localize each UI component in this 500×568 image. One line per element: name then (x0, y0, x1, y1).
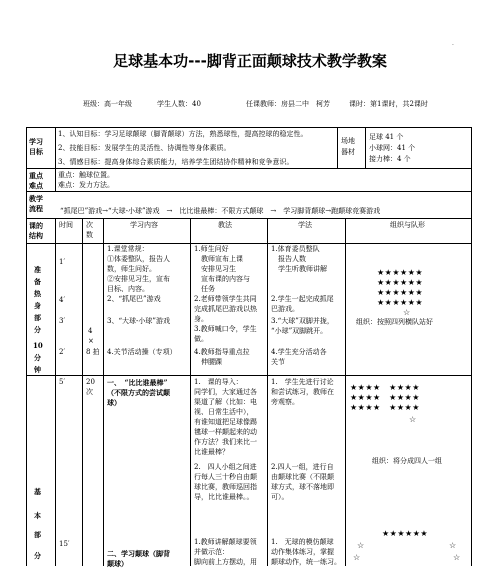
prep-content-5: 2、“抓尾巴”游戏 (107, 295, 161, 303)
prep-time-3: 3′ (59, 317, 66, 325)
corner-mark: · (452, 42, 454, 49)
main-label-c2: 部 (34, 530, 41, 539)
prep-teach-11: 伸腰踝 (194, 358, 222, 366)
prep-learn-2: 学生听教师讲解 (271, 265, 327, 273)
goal-emotion: 3、情感目标：提高身体综合素质能力，培养学生团结协作精神和竞争意识。 (58, 158, 294, 166)
header-org: 组织与队形 (390, 221, 425, 229)
main-learn-1-11: 可）。 (271, 493, 289, 501)
formation-semicircle: ★★★★★★ (382, 529, 429, 538)
main-content-1-0: 一、 “比比谁最棒” (107, 378, 168, 387)
flow-label-1: 教学 (29, 194, 43, 203)
meta-teacher: 任课教师：房县二中 柯芳 (246, 100, 330, 108)
difficulty-point: 难点：发力方法。 (58, 181, 114, 189)
main-label-c3: 分 (34, 551, 41, 560)
prep-time-4: 2′ (59, 348, 66, 356)
prep-time-1: 1′ (59, 258, 66, 266)
prep-time-2: 4′ (59, 296, 66, 304)
header-content: 学习内容 (130, 221, 158, 229)
prep-content-4: 目标、内容。 (107, 285, 149, 293)
header-time: 时间 (59, 221, 73, 229)
prep-learn-11: 关节 (271, 358, 285, 366)
main-learn-1-9: 由颠球比赛（不限颠 (271, 473, 334, 481)
lesson-table (26, 127, 472, 566)
prep-learn-7: 3.“大球”双脚并拢， (271, 317, 334, 325)
venue-label-1: 场地 (341, 137, 355, 145)
student-mark-right-2: ☆ (453, 553, 461, 562)
header-count-2: 数 (86, 231, 93, 239)
prep-content-7: 3、“大球-小球”游戏 (107, 317, 170, 325)
key-point: 重点：触球位置。 (58, 171, 114, 179)
prep-teach-0: 1.师生问好 (194, 245, 229, 253)
main-learn-1-10: 球方式，球不落地即 (271, 483, 334, 491)
main-teach-1-2: 渠道了解（比如：电 (194, 398, 257, 406)
main-learn-1-1: 和尝试练习，教师在 (271, 388, 334, 396)
main-learn-2-0: 1. 无球的模仿颠球 (271, 538, 334, 546)
main-teach-1-0: 1. 课的导入： (194, 378, 243, 386)
main-learn-1-2: 旁观察。 (271, 398, 299, 406)
prep-label-c0: 准 (34, 265, 41, 274)
main-org-caption-1: 组织：将分成四人一组 (372, 457, 442, 465)
prep-learn-10: 4.学生充分活动各 (271, 348, 327, 356)
prep-label-c2: 热 (34, 289, 41, 298)
header-count-1: 次 (86, 221, 93, 229)
main-time-2: 15′ (59, 540, 70, 548)
main-teach-1-5: 毽球一样颠起来的动 (194, 428, 257, 436)
main-teach-1-10: 球比赛，教师巡回指 (194, 483, 257, 491)
header-teach: 教法 (218, 221, 232, 229)
main-content-1-2: 球） (107, 398, 121, 407)
venue-item-baton: 接力棒：4 个 (369, 155, 411, 163)
prep-count-2: × (88, 337, 94, 345)
main-count-2: 次 (86, 388, 93, 396)
prep-org-caption: 组织：按照四列横队站好 (356, 318, 433, 326)
formation-four-rows: ★★★★★★ ★★★★★★ ★★★★★★ ★★★★★★ (377, 268, 424, 307)
teacher-position-mark-2: ☆ (409, 415, 417, 424)
prep-content-10: 4.关节活动操（专项） (107, 348, 177, 356)
venue-item-ball: 足球 41 个 (369, 133, 404, 141)
goal-skill: 2、技能目标：发展学生的灵活性、协调性等身体素质。 (58, 144, 231, 152)
main-teach-1-1: 同学们，大家通过各 (194, 388, 257, 396)
prep-label-c3: 身 (34, 301, 41, 310)
main-teach-1-8: 2. 四人小组之间进 (194, 463, 257, 471)
prep-learn-8: “小球”双脚跳开。 (271, 327, 328, 335)
prep-learn-5: 2.学生一起完成抓尾 (271, 295, 334, 303)
main-teach-1-7: 比谁最棒？ (194, 448, 229, 456)
student-mark-right-1: ☆ (449, 541, 457, 550)
main-content-1-1: （不限方式的尝试颠 (107, 388, 170, 397)
header-structure-2: 结构 (29, 231, 43, 240)
meta-grade: 班级：高一年级 (83, 100, 132, 108)
main-teach-2-0: 1.教师讲解颠球要领 (194, 538, 257, 546)
goals-label-2: 目标 (29, 147, 43, 156)
prep-label-c1: 备 (34, 277, 41, 286)
main-content-2-0: 二、学习颠球（脚背 (107, 549, 170, 558)
main-time-1: 5′ (59, 378, 66, 386)
main-label-c0: 基 (34, 487, 41, 496)
prep-content-3: ②安排见习生，宣布 (107, 275, 170, 283)
prep-learn-6: 巴游戏。 (271, 305, 299, 313)
main-content-2-1: 颠球） (107, 559, 128, 568)
key-label-2: 难点 (29, 181, 43, 190)
main-learn-1-0: 1. 学生先进行讨论 (271, 378, 334, 386)
main-teach-1-4: 有谁知道把足球像踢 (194, 418, 257, 426)
page-title: 足球基本功---脚背正面颠球技术教学教案 (113, 52, 387, 70)
main-learn-2-1: 动作集体练习，掌握 (271, 548, 334, 556)
prep-teach-5: 2.老师带领学生共同 (194, 295, 257, 303)
venue-label-2: 器材 (341, 148, 355, 156)
prep-teach-8: 3.教师喊口令，学生 (194, 325, 257, 333)
prep-count-1: 4 (88, 327, 93, 335)
goal-cognitive: 1、认知目标：学习足球颠球（脚背颠球）方法，熟悉球性，提高控球的稳定性。 (58, 130, 308, 138)
prep-teach-9: 做。 (194, 335, 208, 343)
student-mark-left-2: ☆ (353, 553, 361, 562)
main-teach-1-9: 行每人三十秒自由颠 (194, 473, 257, 481)
header-structure-1: 课的 (29, 221, 43, 230)
main-teach-1-11: 导，比比谁最棒。。 (194, 493, 254, 501)
goals-label-1: 学习 (29, 137, 43, 146)
prep-label-c5: 分 (34, 325, 41, 334)
main-label-c1: 本 (34, 511, 41, 520)
prep-label-c7: 10 (33, 341, 43, 350)
teacher-position-mark: ☆ (403, 308, 411, 317)
prep-label-c9: 钟 (34, 365, 41, 374)
prep-teach-2: 安排见习生 (194, 265, 236, 273)
main-teach-1-3: 视、日常生活中）， (194, 408, 254, 416)
prep-teach-4: 任务 (194, 285, 215, 293)
prep-content-2: 数，师生问好。 (107, 265, 156, 273)
header-learn: 学法 (298, 221, 312, 229)
main-learn-1-8: 2.四人一组，进行自 (271, 463, 334, 471)
main-teach-2-1: 并做示范： (194, 548, 229, 556)
meta-students: 学生人数：40 (157, 100, 201, 108)
student-mark-left-1: ☆ (357, 541, 365, 550)
formation-groups-of-four: ★★★★ ★★★★ ★★★★ ★★★★ ★★★★ ★★★★ (350, 383, 420, 412)
prep-label-c4: 部 (34, 313, 41, 322)
main-teach-1-6: 作方法？我们来比一 (194, 438, 257, 446)
prep-teach-10: 4.教师指导重点拉 (194, 348, 250, 356)
main-teach-2-2: 脚向前上方摆动，用 (194, 558, 257, 566)
key-label-1: 重点 (29, 171, 43, 180)
prep-teach-6: 完成抓尾巴游戏以热 (194, 305, 257, 313)
prep-label-c8: 分 (34, 353, 41, 362)
main-learn-2-2: 颠球动作，统一练习。 (271, 558, 341, 566)
prep-teach-3: 宣布课的内容与 (194, 275, 250, 283)
prep-count-3: 8 拍 (86, 348, 100, 356)
flow-text: “抓尾巴”游戏→“大球-小球”游戏 → 比比谁最棒：不限方式颠球 → 学习脚背颠球→跑颠球竞赛游戏 (60, 207, 381, 215)
prep-learn-0: 1.体育委员整队 (271, 245, 320, 253)
main-count-1: 20 (86, 378, 95, 386)
prep-teach-1: 教师宣布上课 (194, 255, 243, 263)
flow-label-2: 流程 (29, 204, 43, 213)
prep-content-0: 1.课堂常规： (107, 245, 149, 253)
prep-teach-7: 身。 (194, 315, 208, 323)
meta-lesson: 课时：第1课时，共2课时 (349, 100, 428, 108)
prep-learn-1: 报告人数 (271, 255, 306, 263)
prep-content-1: ①体委整队，报告人 (107, 255, 170, 263)
venue-item-net: 小球网：41 个 (369, 144, 416, 152)
